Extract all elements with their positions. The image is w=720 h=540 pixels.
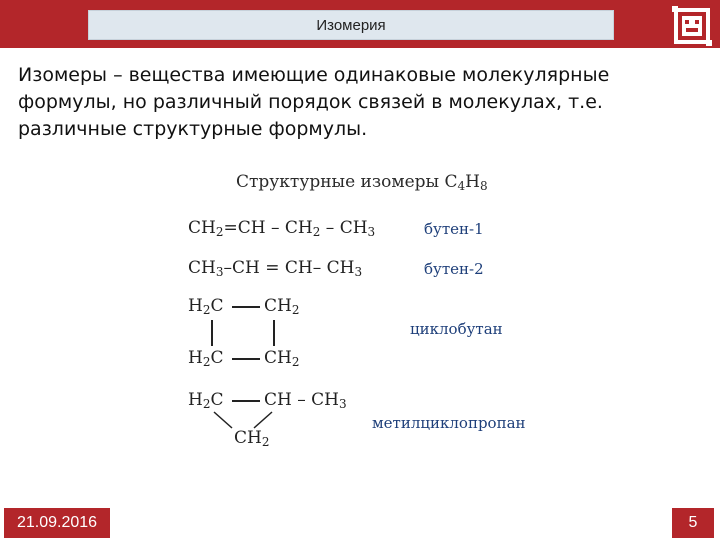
isomer-name-cyclobutane: циклобутан xyxy=(410,320,503,338)
isomer-name-methylcyclopropane: метилциклопропан xyxy=(372,414,526,432)
isomer-name-butene-1: бутен-1 xyxy=(424,220,484,238)
butene-2-formula: $CH_3-CH = CH-$ $CH_3$ xyxy=(188,258,363,279)
slide-title: Изомерия xyxy=(88,10,614,40)
slide-date: 21.09.2016 xyxy=(4,508,110,538)
robot-face-logo-icon xyxy=(672,6,712,46)
slide-body-text: Изомеры – вещества имеющие одинаковые молекулярные формулы, но различный порядок связей в молекулах, т.е. различные структурные формулы. xyxy=(18,64,610,140)
figure-title: Структурные изомеры $C_4H_8$ xyxy=(236,172,488,193)
isomer-name-butene-2: бутен-2 xyxy=(424,260,484,278)
structural-isomers-figure: Структурные изомеры $C_4H_8$ $CH_2=CH - CH_2 - CH_3$ бутен-1 $CH_3-CH = CH-$ $CH_3$ бутен-2 $H_2C$ $CH_2$ $H_2C$ $CH_2$ циклобутан $H_2C$ CH – $CH_3$ $CH_2$ метилциклопропан xyxy=(180,172,560,462)
slide-page-number: 5 xyxy=(672,508,714,538)
butene-1-formula: $CH_2=CH - CH_2 - CH_3$ xyxy=(188,218,376,239)
